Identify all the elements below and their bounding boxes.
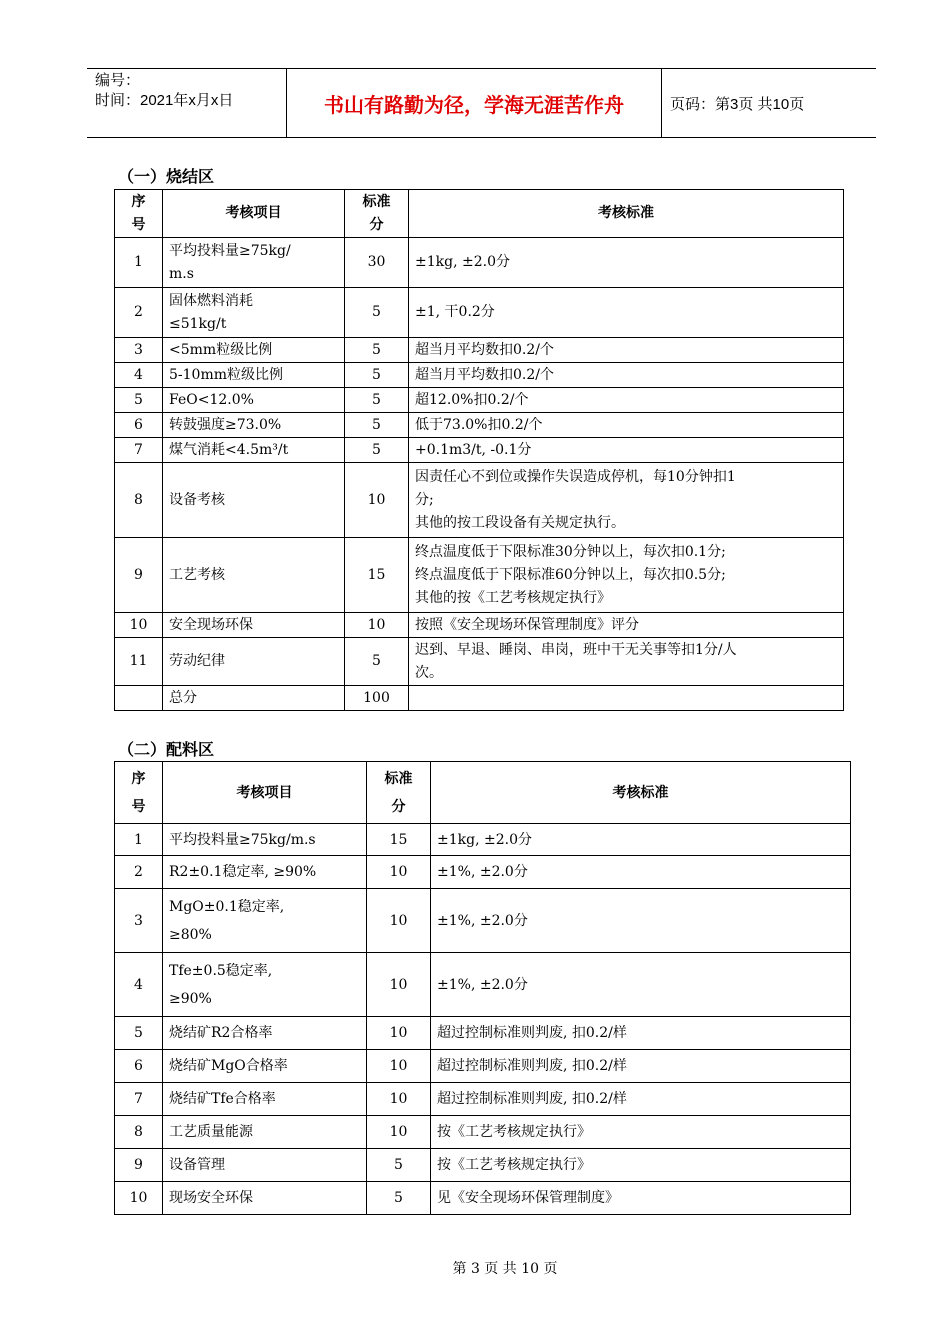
cell-index: 1: [115, 238, 163, 288]
cell-item: 煤气消耗<4.5m³/t: [163, 438, 345, 463]
table-row: [115, 953, 851, 1017]
table-row: [115, 1116, 851, 1149]
cell-index: 2: [115, 288, 163, 338]
cell-index: 4: [115, 953, 163, 1017]
cell-index: 6: [115, 413, 163, 438]
cell-criteria: 超过控制标准则判废, 扣0.2/样: [431, 1017, 851, 1050]
table-row: [115, 288, 844, 338]
col-header-criteria: 考核标准: [431, 762, 851, 824]
table-row: [115, 613, 844, 638]
cell-criteria: 因责任心不到位或操作失误造成停机，每10分钟扣1 分; 其他的按工段设备有关规定执行。: [409, 463, 844, 538]
cell-item: 转鼓强度≥73.0%: [163, 413, 345, 438]
cell-index: 5: [115, 388, 163, 413]
cell-index: 3: [115, 889, 163, 953]
table-header-row: [115, 762, 851, 824]
cell-score: 5: [345, 638, 409, 686]
doc-date: 时间：2021年x月x日: [95, 92, 234, 109]
cell-score: 5: [345, 388, 409, 413]
cell-item: 烧结矿Tfe合格率: [163, 1083, 367, 1116]
cell-criteria: ±1kg, ±2.0分: [409, 238, 844, 288]
table-row: [115, 824, 851, 856]
table-row: [115, 238, 844, 288]
cell-criteria: 按照《安全现场环保管理制度》评分: [409, 613, 844, 638]
table-row: [115, 1149, 851, 1182]
table-row: [115, 686, 844, 711]
cell-index: 7: [115, 438, 163, 463]
cell-index: 3: [115, 338, 163, 363]
cell-item: 固体燃料消耗 ≤51kg/t: [163, 288, 345, 338]
cell-item: 烧结矿MgO合格率: [163, 1050, 367, 1083]
cell-score: 100: [345, 686, 409, 711]
table-row: [115, 856, 851, 889]
table-row: [115, 463, 844, 538]
cell-score: 10: [345, 463, 409, 538]
col-header-item: 考核项目: [163, 762, 367, 824]
table-row: [115, 1083, 851, 1116]
cell-item: Tfe±0.5稳定率, ≥90%: [163, 953, 367, 1017]
cell-score: 30: [345, 238, 409, 288]
cell-index: 1: [115, 824, 163, 856]
cell-score: 10: [345, 613, 409, 638]
cell-score: 5: [345, 413, 409, 438]
cell-item: 烧结矿R2合格率: [163, 1017, 367, 1050]
cell-item: 总分: [163, 686, 345, 711]
cell-criteria: ±1kg, ±2.0分: [431, 824, 851, 856]
cell-criteria: ±1%, ±2.0分: [431, 856, 851, 889]
cell-index: 4: [115, 363, 163, 388]
table-row: [115, 388, 844, 413]
section2-title: （二）配料区: [118, 740, 215, 759]
cell-criteria: 超过控制标准则判废, 扣0.2/样: [431, 1083, 851, 1116]
cell-score: 15: [367, 824, 431, 856]
col-header-index: 序 号: [115, 190, 163, 238]
cell-item: 工艺质量能源: [163, 1116, 367, 1149]
page-header: [87, 68, 876, 138]
cell-score: 5: [367, 1182, 431, 1215]
header-page-info: 页码：第3页 共10页: [670, 95, 805, 113]
batching-table: [114, 761, 851, 1215]
cell-item: 设备管理: [163, 1149, 367, 1182]
header-motto: 书山有路勤为径，学海无涯苦作舟: [287, 69, 662, 137]
cell-score: 10: [367, 1116, 431, 1149]
cell-index: 9: [115, 538, 163, 613]
cell-criteria: ±1%, ±2.0分: [431, 953, 851, 1017]
table-row: [115, 363, 844, 388]
cell-index: 7: [115, 1083, 163, 1116]
cell-criteria: 超当月平均数扣0.2/个: [409, 338, 844, 363]
table-row: [115, 1050, 851, 1083]
cell-criteria: 迟到、早退、睡岗、串岗，班中干无关事等扣1分/人 次。: [409, 638, 844, 686]
cell-score: 5: [345, 288, 409, 338]
cell-index: 8: [115, 1116, 163, 1149]
cell-criteria: +0.1m3/t, -0.1分: [409, 438, 844, 463]
cell-item: FeO<12.0%: [163, 388, 345, 413]
cell-criteria: 低于73.0%扣0.2/个: [409, 413, 844, 438]
cell-score: 10: [367, 1017, 431, 1050]
cell-score: 10: [367, 889, 431, 953]
cell-item: 设备考核: [163, 463, 345, 538]
cell-score: 5: [345, 338, 409, 363]
cell-score: 5: [345, 438, 409, 463]
cell-criteria: [409, 686, 844, 711]
cell-item: 平均投料量≥75kg/ m.s: [163, 238, 345, 288]
table-row: [115, 538, 844, 613]
cell-score: 10: [367, 953, 431, 1017]
cell-item: 劳动纪律: [163, 638, 345, 686]
table-row: [115, 438, 844, 463]
table-row: [115, 1017, 851, 1050]
cell-item: MgO±0.1稳定率, ≥80%: [163, 889, 367, 953]
cell-item: 工艺考核: [163, 538, 345, 613]
col-header-score: 标准 分: [345, 190, 409, 238]
cell-criteria: 见《安全现场环保管理制度》: [431, 1182, 851, 1215]
cell-score: 5: [367, 1149, 431, 1182]
cell-index: 8: [115, 463, 163, 538]
cell-index: 2: [115, 856, 163, 889]
cell-criteria: ±1%, ±2.0分: [431, 889, 851, 953]
cell-score: 15: [345, 538, 409, 613]
cell-index: 10: [115, 1182, 163, 1215]
table-row: [115, 638, 844, 686]
cell-index: 11: [115, 638, 163, 686]
col-header-index: 序 号: [115, 762, 163, 824]
cell-index: 5: [115, 1017, 163, 1050]
cell-score: 10: [367, 1083, 431, 1116]
cell-score: 5: [345, 363, 409, 388]
cell-index: 6: [115, 1050, 163, 1083]
cell-criteria: 超过控制标准则判废, 扣0.2/样: [431, 1050, 851, 1083]
col-header-criteria: 考核标准: [409, 190, 844, 238]
cell-criteria: ±1, 干0.2分: [409, 288, 844, 338]
cell-index: 10: [115, 613, 163, 638]
cell-criteria: 超当月平均数扣0.2/个: [409, 363, 844, 388]
cell-item: 安全现场环保: [163, 613, 345, 638]
cell-score: 10: [367, 856, 431, 889]
table-row: [115, 338, 844, 363]
table-row: [115, 889, 851, 953]
cell-score: 10: [367, 1050, 431, 1083]
cell-criteria: 按《工艺考核规定执行》: [431, 1149, 851, 1182]
cell-item: <5mm粒级比例: [163, 338, 345, 363]
cell-item: 现场安全环保: [163, 1182, 367, 1215]
cell-item: 5-10mm粒级比例: [163, 363, 345, 388]
table-row: [115, 1182, 851, 1215]
col-header-score: 标准 分: [367, 762, 431, 824]
table-header-row: [115, 190, 844, 238]
sinter-table: [114, 189, 844, 711]
cell-item: R2±0.1稳定率, ≥90%: [163, 856, 367, 889]
cell-index: 9: [115, 1149, 163, 1182]
doc-number: 编号：: [95, 72, 141, 89]
cell-criteria: 终点温度低于下限标准30分钟以上，每次扣0.1分; 终点温度低于下限标准60分钟以上，每次扣0.5分; 其他的按《工艺考核规定执行》: [409, 538, 844, 613]
cell-criteria: 超12.0%扣0.2/个: [409, 388, 844, 413]
table-row: [115, 413, 844, 438]
cell-criteria: 按《工艺考核规定执行》: [431, 1116, 851, 1149]
cell-index: [115, 686, 163, 711]
page-footer: 第 3 页 共 10 页: [452, 1261, 558, 1277]
cell-item: 平均投料量≥75kg/m.s: [163, 824, 367, 856]
header-meta: [87, 69, 287, 137]
col-header-item: 考核项目: [163, 190, 345, 238]
section1-title: （一）烧结区: [118, 167, 215, 186]
